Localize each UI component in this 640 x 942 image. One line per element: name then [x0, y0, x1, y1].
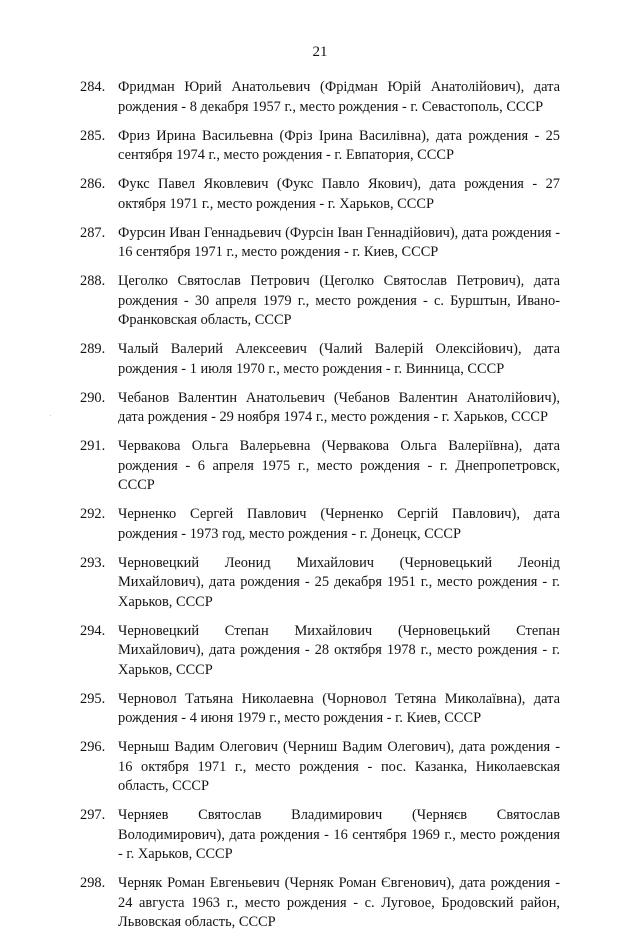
list-item [80, 272, 560, 331]
entry-number: 294. [80, 622, 106, 639]
entry-text: Черняк Роман Евгеньевич (Черняк Роман Євгенович), дата рождения - 24 августа 1963 г., место рождения - с. Луговое, Бродовский район, Львовская область, СССР [118, 875, 560, 930]
list-item [80, 738, 560, 797]
entry-text: Чебанов Валентин Анатольевич (Чебанов Валентин Анатолійович), дата рождения - 29 ноября 1974 г., место рождения - г. Харьков, СССР [118, 389, 560, 425]
entry-text: Чалый Валерий Алексеевич (Чалий Валерій Олексійович), дата рождения - 1 июля 1970 г., место рождения - г. Винница, СССР [118, 341, 560, 377]
list-item [80, 127, 560, 166]
entry-text: Фукс Павел Яковлевич (Фукс Павло Якович), дата рождения - 27 октября 1971 г., место рождения - г. Харьков, СССР [118, 176, 560, 212]
list-item [80, 554, 560, 613]
entry-text: Черновол Татьяна Николаевна (Чорновол Тетяна Миколаївна), дата рождения - 4 июня 1979 г., место рождения - г. Киев, СССР [118, 690, 560, 726]
entry-text: Цеголко Святослав Петрович (Цеголко Святослав Петрович), дата рождения - 30 апреля 1979 г., место рождения - с. Бурштын, Ивано-Франковская область, СССР [118, 273, 560, 328]
entry-number: 298. [80, 875, 106, 891]
entry-text: Фридман Юрий Анатольевич (Фрідман Юрій Анатолійович), дата рождения - 8 декабря 1957 г., место рождения - г. Севастополь, СССР [118, 79, 560, 115]
entry-number: 291. [80, 438, 106, 454]
list-item [80, 389, 560, 428]
entry-list [80, 78, 560, 942]
entry-number: 293. [80, 554, 106, 571]
list-item [80, 437, 560, 496]
entry-number: 290. [80, 389, 106, 406]
entry-number: 284. [80, 79, 106, 95]
entry-number: 295. [80, 690, 106, 707]
entry-text: Фурсин Иван Геннадьевич (Фурсін Іван Геннадійович), дата рождения - 16 сентября 1971 г., место рождения - г. Киев, СССР [118, 224, 560, 260]
entry-number: 297. [80, 807, 106, 823]
entry-text: Черненко Сергей Павлович (Черненко Сергій Павлович), дата рождения - 1973 год, место рождения - г. Донецк, СССР [118, 506, 560, 542]
entry-text: Черновецкий Степан Михайлович (Черновецький Степан Михайлович), дата рождения - 28 октября 1978 г., место рождения - г. Харьков, СССР [118, 622, 560, 678]
list-item [80, 874, 560, 933]
entry-number: 285. [80, 127, 106, 144]
entry-text: Черныш Вадим Олегович (Черниш Вадим Олегович), дата рождения - 16 октября 1971 г., место рождения - пос. Казанка, Николаевская область, СССР [118, 739, 560, 794]
entry-number: 286. [80, 176, 106, 192]
entry-number: 296. [80, 739, 106, 755]
list-item [80, 806, 560, 865]
list-item [80, 175, 560, 214]
list-item [80, 690, 560, 729]
list-item [80, 340, 560, 379]
entry-text: Червакова Ольга Валерьевна (Червакова Ольга Валеріївна), дата рождения - 6 апреля 1975 г., место рождения - г. Днепропетровск, СССР [118, 438, 560, 493]
entry-number: 287. [80, 224, 106, 241]
list-item [80, 622, 560, 681]
entry-number: 292. [80, 506, 106, 522]
list-item [80, 505, 560, 544]
entry-number: 289. [80, 341, 106, 357]
scan-speck [50, 415, 51, 416]
list-item [80, 78, 560, 117]
entry-text: Фриз Ирина Васильевна (Фріз Ірина Василівна), дата рождения - 25 сентября 1974 г., место рождения - г. Евпатория, СССР [118, 127, 560, 163]
entry-text: Черняев Святослав Владимирович (Черняєв Святослав Володимирович), дата рождения - 16 сентября 1969 г., место рождения - г. Харьков, СССР [118, 807, 560, 862]
list-item [80, 224, 560, 263]
entry-text: Черновецкий Леонид Михайлович (Черновецький Леонід Михайлович), дата рождения - 25 декабря 1951 г., место рождения - г. Харьков, СССР [118, 554, 560, 610]
entry-number: 288. [80, 273, 106, 289]
page-number: 21 [312, 44, 328, 60]
